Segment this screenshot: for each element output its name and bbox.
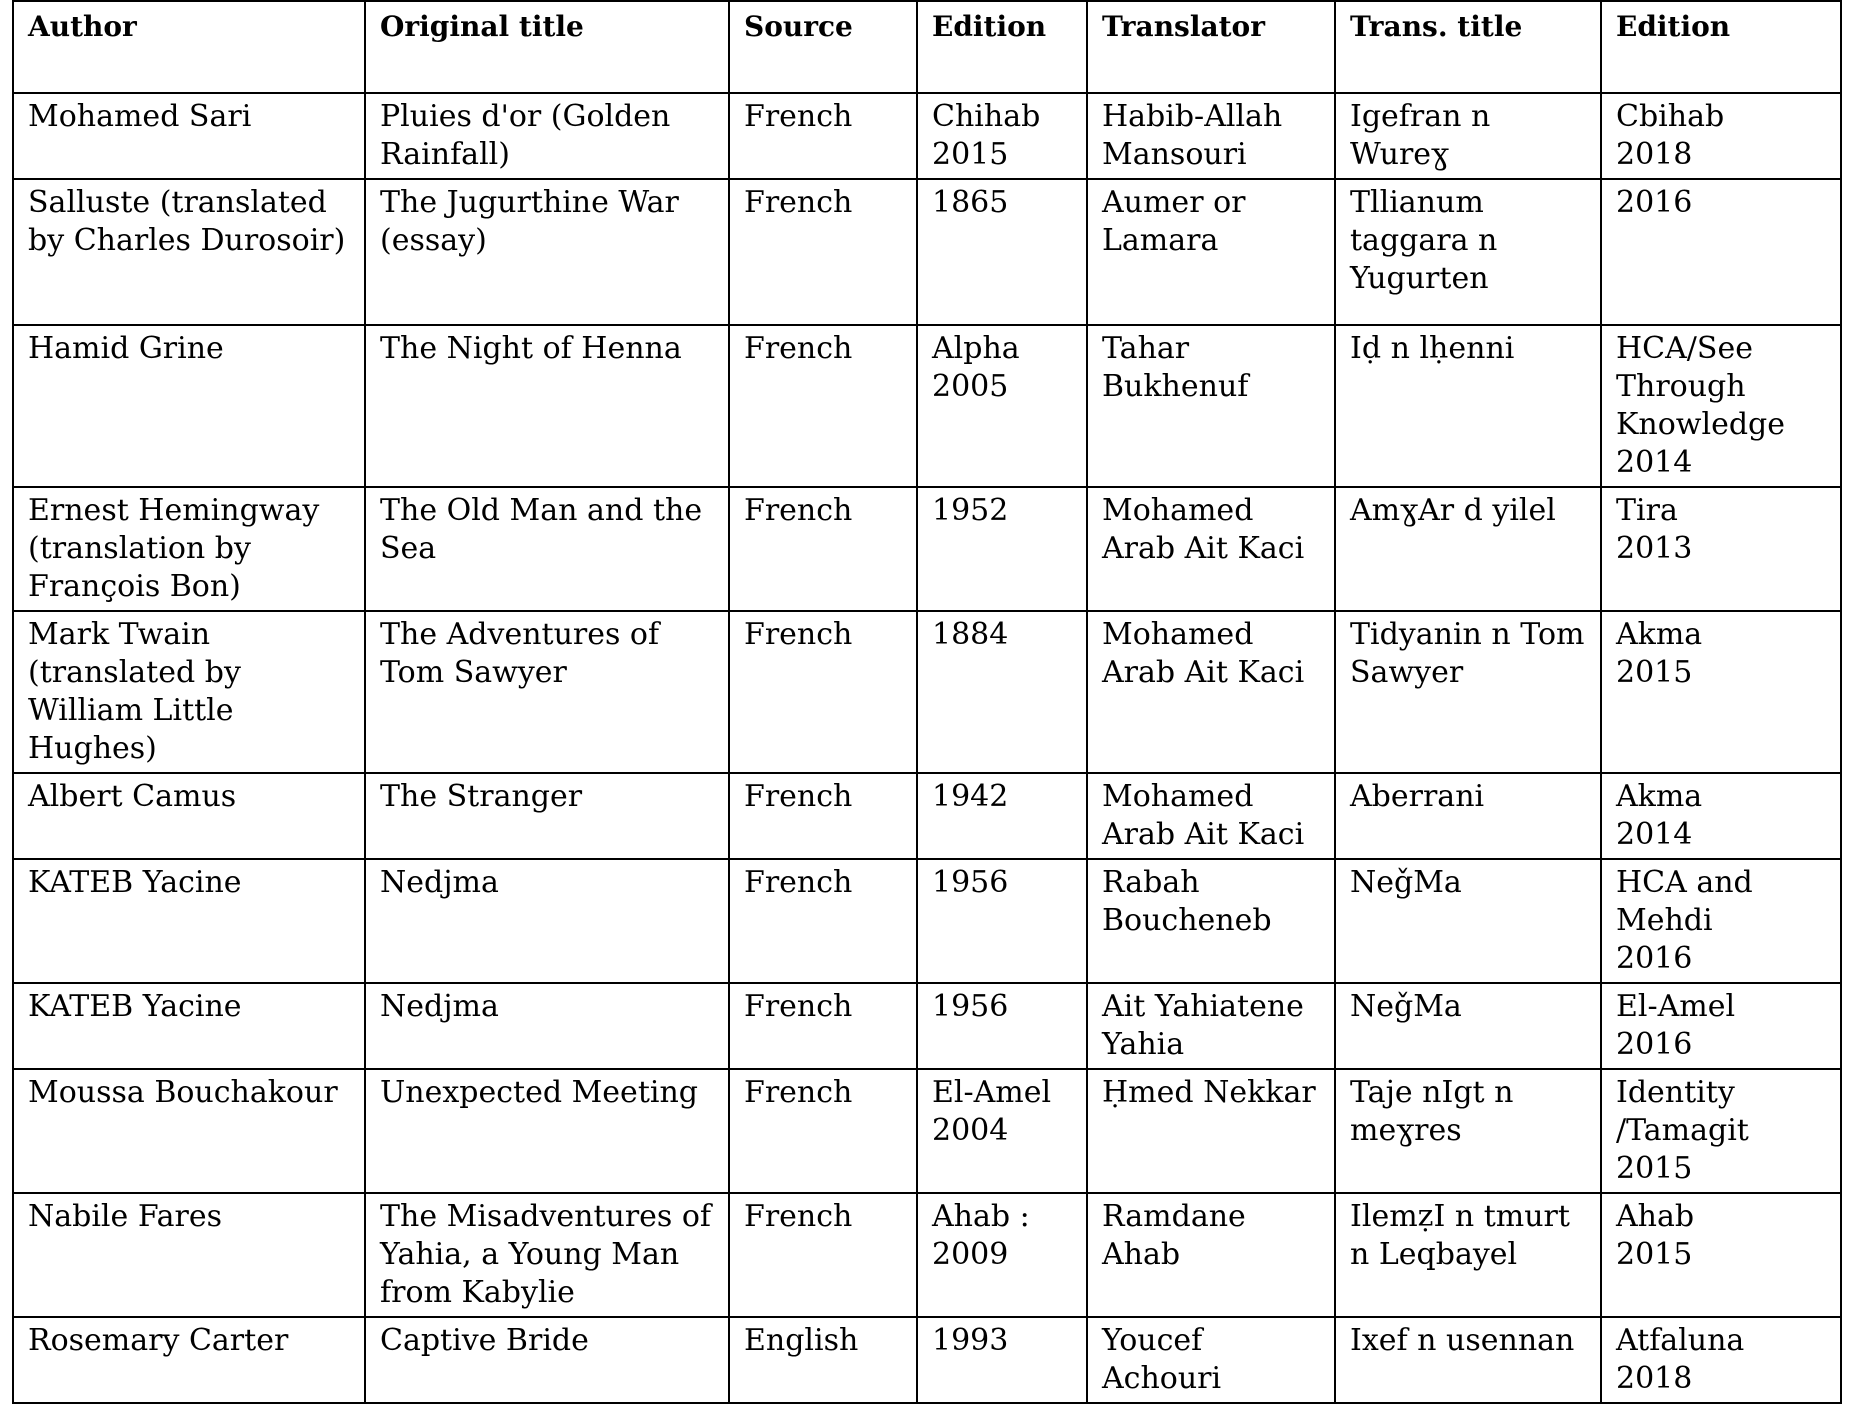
cell-author: Rosemary Carter xyxy=(13,1317,365,1403)
cell-trans-title: Igefran n Wureɣ xyxy=(1335,93,1601,179)
cell-trans-edition: 2016 xyxy=(1601,179,1841,325)
cell-original-title: The Adventures of Tom Sawyer xyxy=(365,611,729,773)
cell-source: French xyxy=(729,487,917,611)
cell-original-title: The Old Man and the Sea xyxy=(365,487,729,611)
cell-trans-edition: Akma 2014 xyxy=(1601,773,1841,859)
cell-edition: Ahab : 2009 xyxy=(917,1193,1087,1317)
cell-original-title: Unexpected Meeting xyxy=(365,1069,729,1193)
cell-trans-edition: Cbihab 2018 xyxy=(1601,93,1841,179)
header-row xyxy=(13,1,1841,93)
cell-author: Nabile Fares xyxy=(13,1193,365,1317)
cell-source: French xyxy=(729,325,917,487)
cell-edition: Alpha 2005 xyxy=(917,325,1087,487)
table-row xyxy=(13,1193,1841,1317)
table-row xyxy=(13,1069,1841,1193)
cell-edition: El-Amel 2004 xyxy=(917,1069,1087,1193)
cell-translator: Mohamed Arab Ait Kaci xyxy=(1087,611,1335,773)
cell-trans-title: Aberrani xyxy=(1335,773,1601,859)
cell-source: French xyxy=(729,179,917,325)
table-row xyxy=(13,179,1841,325)
cell-original-title: Pluies d'or (Golden Rainfall) xyxy=(365,93,729,179)
cell-edition: 1993 xyxy=(917,1317,1087,1403)
header-source: Source xyxy=(729,1,917,93)
table-row xyxy=(13,93,1841,179)
cell-author: KATEB Yacine xyxy=(13,983,365,1069)
cell-translator: Habib-Allah Mansouri xyxy=(1087,93,1335,179)
cell-edition: 1956 xyxy=(917,983,1087,1069)
translations-table xyxy=(12,0,1842,1404)
cell-trans-title: IlemẓI n tmurt n Leqbayel xyxy=(1335,1193,1601,1317)
cell-original-title: The Misadventures of Yahia, a Young Man from Kabylie xyxy=(365,1193,729,1317)
cell-trans-title: Taje nIgt n meɣres xyxy=(1335,1069,1601,1193)
header-trans-title: Trans. title xyxy=(1335,1,1601,93)
cell-original-title: Nedjma xyxy=(365,983,729,1069)
cell-trans-title: Ixef n usennan xyxy=(1335,1317,1601,1403)
cell-trans-edition: Tira 2013 xyxy=(1601,487,1841,611)
cell-author: Hamid Grine xyxy=(13,325,365,487)
cell-trans-title: AmɣAr d yilel xyxy=(1335,487,1601,611)
header-edition: Edition xyxy=(917,1,1087,93)
cell-trans-edition: HCA and Mehdi 2016 xyxy=(1601,859,1841,983)
cell-trans-title: Tllianum taggara n Yugurten xyxy=(1335,179,1601,325)
cell-source: French xyxy=(729,859,917,983)
cell-author: KATEB Yacine xyxy=(13,859,365,983)
cell-translator: Ḥmed Nekkar xyxy=(1087,1069,1335,1193)
cell-translator: Mohamed Arab Ait Kaci xyxy=(1087,487,1335,611)
cell-trans-title: Tidyanin n Tom Sawyer xyxy=(1335,611,1601,773)
cell-author: Mark Twain (translated by William Little Hughes) xyxy=(13,611,365,773)
cell-translator: Ait Yahiatene Yahia xyxy=(1087,983,1335,1069)
cell-original-title: The Night of Henna xyxy=(365,325,729,487)
cell-translator: Mohamed Arab Ait Kaci xyxy=(1087,773,1335,859)
cell-edition: Chihab 2015 xyxy=(917,93,1087,179)
cell-edition: 1956 xyxy=(917,859,1087,983)
cell-translator: Youcef Achouri xyxy=(1087,1317,1335,1403)
header-trans-edition: Edition xyxy=(1601,1,1841,93)
cell-source: French xyxy=(729,983,917,1069)
table-row xyxy=(13,325,1841,487)
cell-edition: 1942 xyxy=(917,773,1087,859)
cell-trans-edition: Ahab 2015 xyxy=(1601,1193,1841,1317)
cell-trans-title: NeǧMa xyxy=(1335,983,1601,1069)
cell-source: French xyxy=(729,1069,917,1193)
cell-trans-edition: Identity /Tamagit 2015 xyxy=(1601,1069,1841,1193)
cell-trans-edition: HCA/See Through Knowledge 2014 xyxy=(1601,325,1841,487)
cell-trans-title: NeǧMa xyxy=(1335,859,1601,983)
cell-author: Salluste (translated by Charles Durosoir) xyxy=(13,179,365,325)
cell-trans-edition: El-Amel 2016 xyxy=(1601,983,1841,1069)
cell-trans-title: Iḍ n lḥenni xyxy=(1335,325,1601,487)
table-row xyxy=(13,773,1841,859)
cell-translator: Rabah Boucheneb xyxy=(1087,859,1335,983)
cell-author: Albert Camus xyxy=(13,773,365,859)
table-row xyxy=(13,487,1841,611)
cell-source: French xyxy=(729,611,917,773)
cell-edition: 1865 xyxy=(917,179,1087,325)
cell-edition: 1952 xyxy=(917,487,1087,611)
cell-author: Moussa Bouchakour xyxy=(13,1069,365,1193)
cell-edition: 1884 xyxy=(917,611,1087,773)
cell-trans-edition: Akma 2015 xyxy=(1601,611,1841,773)
cell-original-title: The Jugurthine War (essay) xyxy=(365,179,729,325)
cell-source: English xyxy=(729,1317,917,1403)
cell-original-title: Nedjma xyxy=(365,859,729,983)
table-row xyxy=(13,611,1841,773)
header-author: Author xyxy=(13,1,365,93)
table-row xyxy=(13,1317,1841,1403)
cell-source: French xyxy=(729,773,917,859)
header-original-title: Original title xyxy=(365,1,729,93)
cell-author: Mohamed Sari xyxy=(13,93,365,179)
table-row xyxy=(13,983,1841,1069)
cell-translator: Aumer or Lamara xyxy=(1087,179,1335,325)
header-translator: Translator xyxy=(1087,1,1335,93)
cell-translator: Tahar Bukhenuf xyxy=(1087,325,1335,487)
cell-source: French xyxy=(729,93,917,179)
cell-original-title: The Stranger xyxy=(365,773,729,859)
cell-original-title: Captive Bride xyxy=(365,1317,729,1403)
cell-translator: Ramdane Ahab xyxy=(1087,1193,1335,1317)
cell-source: French xyxy=(729,1193,917,1317)
cell-author: Ernest Hemingway (translation by François Bon) xyxy=(13,487,365,611)
cell-trans-edition: Atfaluna 2018 xyxy=(1601,1317,1841,1403)
table-row xyxy=(13,859,1841,983)
